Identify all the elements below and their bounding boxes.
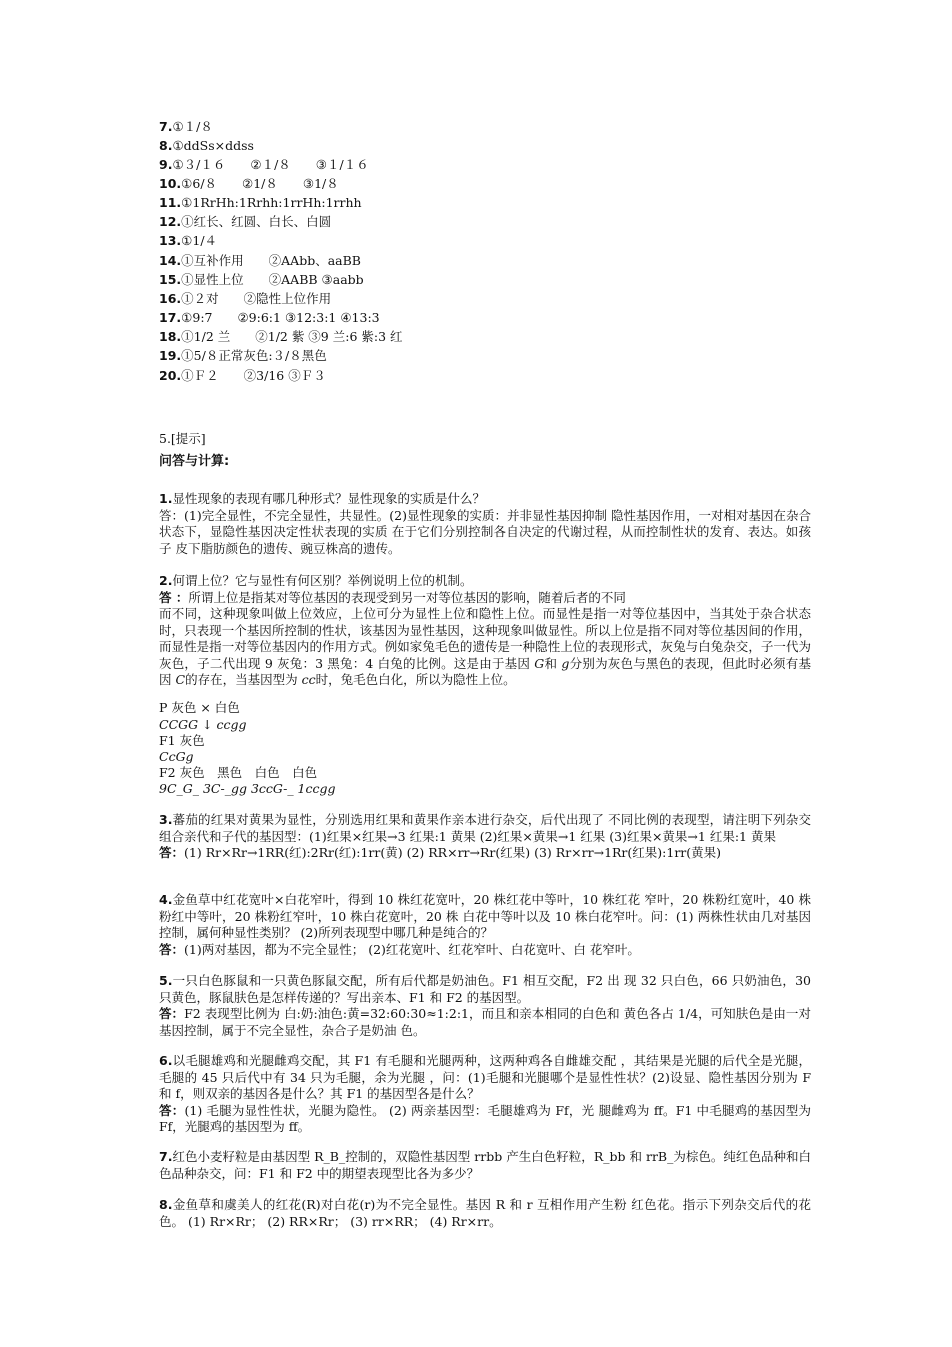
cross-f2-genotype: 9C_G_ 3C-_gg 3ccG-_ 1ccgg xyxy=(159,781,336,796)
question-2: 2.何谓上位？它与显性有何区别？举例说明上位的机制。 答 ：所谓上位是指某对等位基因的表现受到另一对等位基因的影响，随着后者的不同 而不同，这种现象叫做上位效应，上位可分为显性上位和隐性上位。而显性是指一对等位基因中，当其处于杂合状态时，只表现一个基因所控制的性状，该基因为显性基因，这种现象叫做显性。所以上位是指不同对等位基因间的作用，而显性是指一对等位基因内的作用方式。例如家兔毛色的遗传是一种隐性上位的表现形式，灰兔与白兔杂交，子一代为灰色，子二代出现 9 灰兔：3 黑兔：4 白兔的比例。这是由于基因 G和 g分别为灰色与黑色的表现，但此时必须有基因 C的存在，当基因型为 cc时，兔毛色白化，所以为隐性上位。 xyxy=(159,573,811,687)
question-3: 3.蕃茄的红果对黄果为显性，分别选用红果和黄果作亲本进行杂交，后代出现了 不同比例的表现型，请注明下列杂交组合亲代和子代的基因型：(1)红果×红果→3 红果:1 黄果 (2)红果×黄果→1 红果 (3)红果×黄果→1 红果:1 黄果 答：(1) Rr×Rr→1RR(红):2Rr(红):1rr(黄) (2) RR×rr→Rr(红果) (3) Rr×rr→1Rr(红果):1rr(黄果) xyxy=(159,812,811,860)
question-5: 5.一只白色豚鼠和一只黄色豚鼠交配，所有后代都是奶油色。F1 相互交配，F2 出 现 32 只白色，66 只奶油色，30 只黄色，豚鼠肤色是怎样传递的？写出亲本、F1 和 F2 的基因型。 答：F2 表现型比例为 白:奶:油色:黄=32:60:30≈1:2:1，而且和亲本相同的白色和 黄色各占 1/4，可知肤色是由一对基因控制，属于不完全显性，杂合子是奶油 色。 xyxy=(159,973,811,1038)
answer-item: 8.①ddSs×ddss xyxy=(159,138,254,153)
answer-item: 15.①显性上位 ②AABB ③aabb xyxy=(159,272,364,287)
question-8: 8.金鱼草和虞美人的红花(R)对白花(r)为不完全显性。基因 R 和 r 互相作用产生粉 红色花。指示下列杂交后代的花色。 (1) Rr×Rr； (2) RR×Rr； (3) rr×RR； (4) Rr×rr。 xyxy=(159,1197,811,1229)
answer-item: 17.①9:7 ②9:6:1 ③12:3:1 ④13:3 xyxy=(159,310,380,325)
answer-item: 7.①１/８ xyxy=(159,119,213,134)
answer-item: 20.①Ｆ２ ②3/16 ③Ｆ３ xyxy=(159,368,326,383)
answer-item: 12.①红长、红圆、白长、白圆 xyxy=(159,214,332,229)
cross-parent-genotype: CCGG ↓ ccgg xyxy=(159,717,247,732)
answer-item: 9.①３/１６ ②１/８ ③１/１６ xyxy=(159,157,369,172)
question-6: 6.以毛腿雄鸡和光腿雌鸡交配，其 F1 有毛腿和光腿两种，这两种鸡各自雌雄交配 ，其结果是光腿的后代全是光腿，毛腿的 45 只后代中有 34 只为毛腿，余为光腿 ，问：(1)毛腿和光腿哪个是显性性状？(2)设显、隐性基因分别为 F 和 f，则双亲的基因各是什么？其 F1 的基因型各是什么？ 答：(1) 毛腿为显性性状，光腿为隐性。 (2) 两亲基因型：毛腿雄鸡为 Ff，光 腿雌鸡为 ff。F1 中毛腿鸡的基因型为 Ff，光腿鸡的基因型为 ff。 xyxy=(159,1053,811,1134)
answer-item: 13.①1/４ xyxy=(159,233,218,248)
hint-label: 5.[提示] xyxy=(159,431,206,446)
cross-f1: F1 灰色 xyxy=(159,733,205,748)
cross-f1-genotype: CcGg xyxy=(159,749,194,764)
cross-parent: P 灰色 × 白色 xyxy=(159,700,240,715)
answer-item: 18.①1/2 兰 ②1/2 紫 ③9 兰:6 紫:3 红 xyxy=(159,329,403,344)
answer-item: 16.①２对 ②隐性上位作用 xyxy=(159,291,332,306)
question-1: 1.显性现象的表现有哪几种形式？显性现象的实质是什么？ 答：(1)完全显性，不完全显性，共显性。(2)显性现象的实质：并非显性基因抑制 隐性基因作用，一对相对基因在杂合状态下，显隐性基因决定性状表现的实质 在于它们分别控制各自决定的代谢过程，从而控制性状的发育、表达。如孩子 皮下脂肪颜色的遗传、豌豆株高的遗传。 xyxy=(159,491,811,556)
section-title: 问答与计算: xyxy=(159,454,230,469)
question-4: 4.金鱼草中红花宽叶×白花窄叶，得到 10 株红花宽叶，20 株红花中等叶，10 株红花 窄叶，20 株粉红宽叶，40 株粉红中等叶，20 株粉红窄叶，10 株白花宽叶，20 株 白花中等叶以及 10 株白花窄叶。问：(1) 两株性状由几对基因控制，属何种显性类别？ (2)所列表现型中哪几种是纯合的？ 答：(1)两对基因，都为不完全显性； (2)红花宽叶、红花窄叶、白花宽叶、白 花窄叶。 xyxy=(159,892,811,957)
cross-f2: F2 灰色 黑色 白色 白色 xyxy=(159,765,318,780)
answer-item: 19.①5/８正常灰色:３/８黑色 xyxy=(159,348,327,363)
answer-item: 11.①1RrHh:1Rrhh:1rrHh:1rrhh xyxy=(159,195,362,210)
answer-item: 10.①6/８ ②1/８ ③1/８ xyxy=(159,176,339,191)
answer-item: 14.①互补作用 ②AAbb、aaBB xyxy=(159,253,361,268)
question-7: 7.红色小麦籽粒是由基因型 R_B_控制的，双隐性基因型 rrbb 产生白色籽粒，R_bb 和 rrB_为棕色。纯红色品种和白色品种杂交，问：F1 和 F2 中的期望表现型比各为多少？ xyxy=(159,1149,811,1181)
